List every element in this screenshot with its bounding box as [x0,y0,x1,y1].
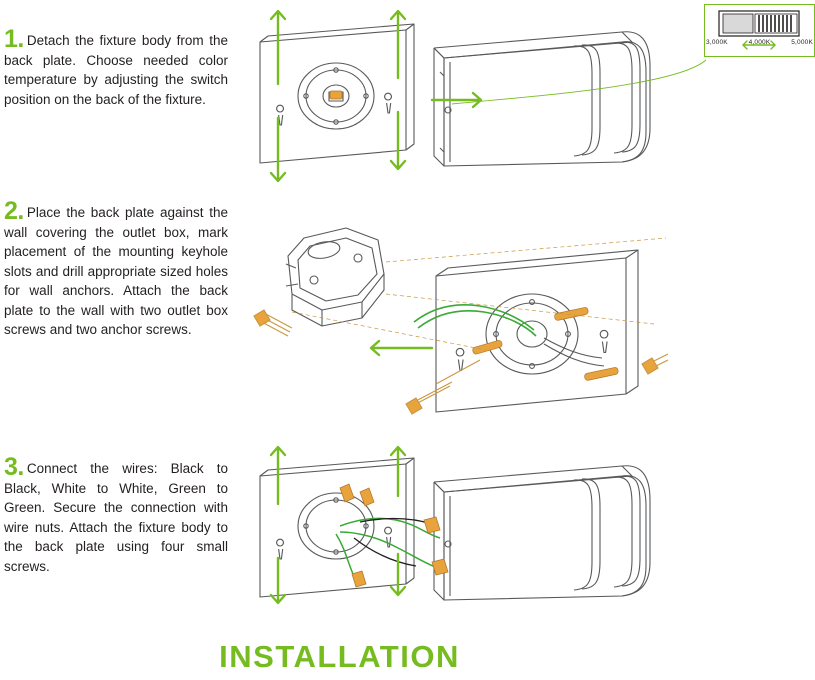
step-2-body: Place the back plate against the wall covering the outlet box, mark placement of the mounting keyhole slots and drill appropriate sized holes for wall anchors. Attach the back plate to the wall with two outlet box screws and two anchor screws. [4,205,228,337]
color-temperature-selector[interactable] [704,4,815,57]
diagram-step-3 [236,434,679,634]
step-3-text [4,453,228,576]
step-3-body: Connect the wires: Black to Black, White to White, Green to Green. Secure the connection with wire nuts. Attach the fixture body to the back plate using four small screws. [4,461,228,574]
ct-option-4000k: 4,000K [748,39,771,46]
step-1-body: Detach the fixture body from the back plate. Choose needed color temperature by adjusting the switch position on the back of the fixture. [4,33,228,107]
page-title: INSTALLATION [219,639,460,674]
diagram-step-2 [236,198,679,432]
ct-option-3000k: 3,000K [706,39,728,46]
step-2-text [4,197,228,340]
step-3-number: 3. [4,453,24,481]
step-1-text [4,25,228,109]
color-temperature-labels [706,39,813,46]
ct-option-5000k: 5,000K [791,39,813,46]
diagram-step-1 [236,0,813,196]
step-1-number: 1. [4,25,24,53]
step-2-number: 2. [4,197,24,225]
